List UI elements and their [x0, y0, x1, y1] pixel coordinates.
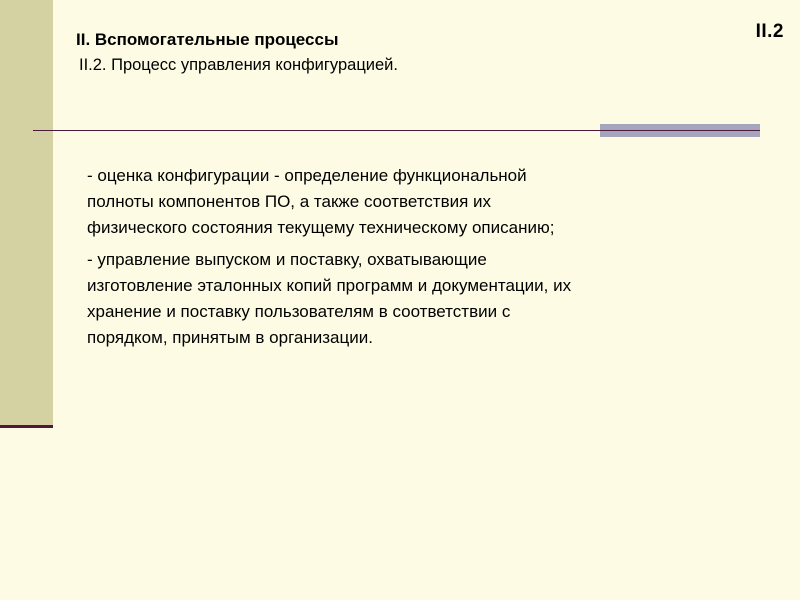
text-line: - оценка конфигурации - определение функциональной [87, 166, 527, 185]
side-bar [0, 0, 53, 425]
paragraph-configuration-assessment [87, 163, 767, 241]
text-line: хранение и поставку пользователям в соответствии с [87, 302, 511, 321]
slide-title: II. Вспомогательные процессы [76, 30, 339, 49]
text-line: полноты компонентов ПО, а также соответствия их [87, 192, 492, 211]
divider-line [33, 130, 600, 131]
slide-number: II.2 [755, 21, 784, 42]
paragraph-release-management [87, 247, 767, 351]
text-line: изготовление эталонных копий программ и документации, их [87, 276, 572, 295]
body-text [87, 163, 767, 357]
slide-subtitle: II.2. Процесс управления конфигурацией. [79, 56, 398, 74]
divider-accent-line [600, 130, 760, 131]
side-bar-edge [0, 425, 53, 428]
text-line: - управление выпуском и поставку, охватывающие [87, 250, 487, 269]
text-line: порядком, принятым в организации. [87, 328, 373, 347]
text-line: физического состояния текущему техническому описанию; [87, 218, 555, 237]
